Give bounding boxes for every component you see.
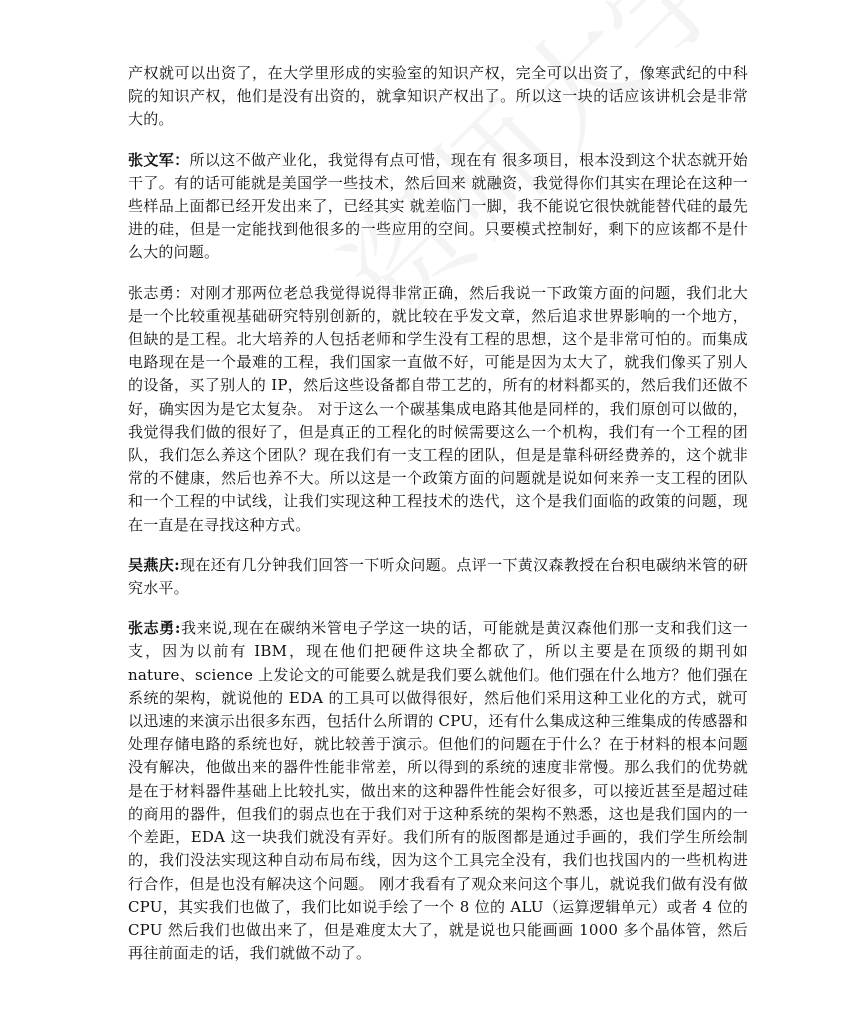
paragraph-4 [128,554,748,600]
paragraph-text: 产权就可以出资了，在大学里形成的实验室的知识产权，完全可以出资了，像寒武纪的中科院的知识产权，他们是没有出资的，就拿知识产权出了。所以这一块的话应该讲机会是非常大的。 [128,64,748,129]
paragraph-text: 对刚才那两位老总我觉得说得非常正确，然后我说一下政策方面的问题，我们北大是一个比较重视基础研究特别创新的，就比较在乎发文章，然后追求世界影响的一个地方，但缺的是工程。北大培养的人包括老师和学生没有工程的思想，这个是非常可怕的。而集成电路现在是一个最难的工程，我们国家一直做不好，可能是因为太大了，就我们像买了别人的设备，买了别人的 IP，然后这些设备都自带工艺的，所有的材料都买的，然后我们还做不好，确实因为是它太复杂。 对于这么一个碳基集成电路其他是同样的，我们原创可以做的，我觉得我们做的很好了，但是真正的工程化的时候需要这么一个机构，我们有一个工程的团队，我们怎么养这个团队？现在我们有一支工程的团队，但是是靠科研经费养的，这个就非常的不健康，然后也养不大。所以这是一个政策方面的问题就是说如何来养一支工程的团队和一个工程的中试线，让我们实现这种工程技术的迭代，这个是我们面临的政策的问题，现在一直是在寻找这种方式。 [128,283,748,534]
transcript-body [128,62,748,982]
paragraph-text: 所以这不做产业化，我觉得有点可惜，现在有 很多项目，根本没到这个状态就开始干了。有的话可能就是美国学一些技术，然后回来 就融资，我觉得你们其实在理论在这种一些样品上面都已经开发出来了，已经其实 就差临门一脚，我不能说它很快就能替代硅的最先进的硅，但是一定能找到他很多的一些应用的空间。只要模式控制好，剩下的应该都不是什么大的问题。 [128,150,749,262]
speaker-name: 张志勇: [128,619,181,638]
speaker-name: 张文军： [128,150,190,169]
speaker-name: 张志勇： [128,283,191,302]
paragraph-2 [128,149,748,265]
paragraph-text: 现在还有几分钟我们回答一下听众问题。点评一下黄汉森教授在台积电碳纳米管的研究水平。 [128,555,748,598]
paragraph-5 [128,617,748,965]
paragraph-3 [128,282,748,537]
paragraph-text: 我来说,现在在碳纳米管电子学这一块的话，可能就是黄汉森他们那一支和我们这一支，因为以前有 IBM，现在他们把硬件这块全都砍了，所以主要是在顶级的期刊如 nature、science 上发论文的可能要么就是我们要么就他们。他们强在什么地方？他们强在系统的架构，就说他的 EDA 的工具可以做得很好，然后他们采用这种工业化的方式，就可以迅速的来演示出很多东西，包括什么所谓的 CPU，还有什么集成这种三维集成的传感器和处理存储电路的系统也好，就比较善于演示。但他们的问题在于什么？在于材料的根本问题没有解决，他做出来的器件性能非常差，所以得到的系统的速度非常慢。那么我们的优势就是在于材料器件基础上比较扎实，做出来的这种器件性能会好很多，可以接近甚至是超过硅的商用的器件，但我们的弱点也在于我们对于这种系统的架构不熟悉，这也是我们国内的一个差距，EDA 这一块我们就没有弄好。我们所有的版图都是通过手画的，我们学生所绘制的，我们没法实现这种自动布局布线，因为这个工具完全没有，我们也找国内的一些机构进行合作，但是也没有解决这个问题。 刚才我看有了观众来问这个事儿，就说我们做有没有做 CPU，其实我们也做了，我们比如说手绘了一个 8 位的 ALU（运算逻辑单元）或者 4 位的 CPU 然后我们也做出来了，但是难度太大了，就是说也只能画画 1000 多个晶体管，然后再往前面走的话，我们就做不动了。 [128,619,748,963]
speaker-name: 吴燕庆: [128,555,180,574]
paragraph-1 [128,62,748,132]
